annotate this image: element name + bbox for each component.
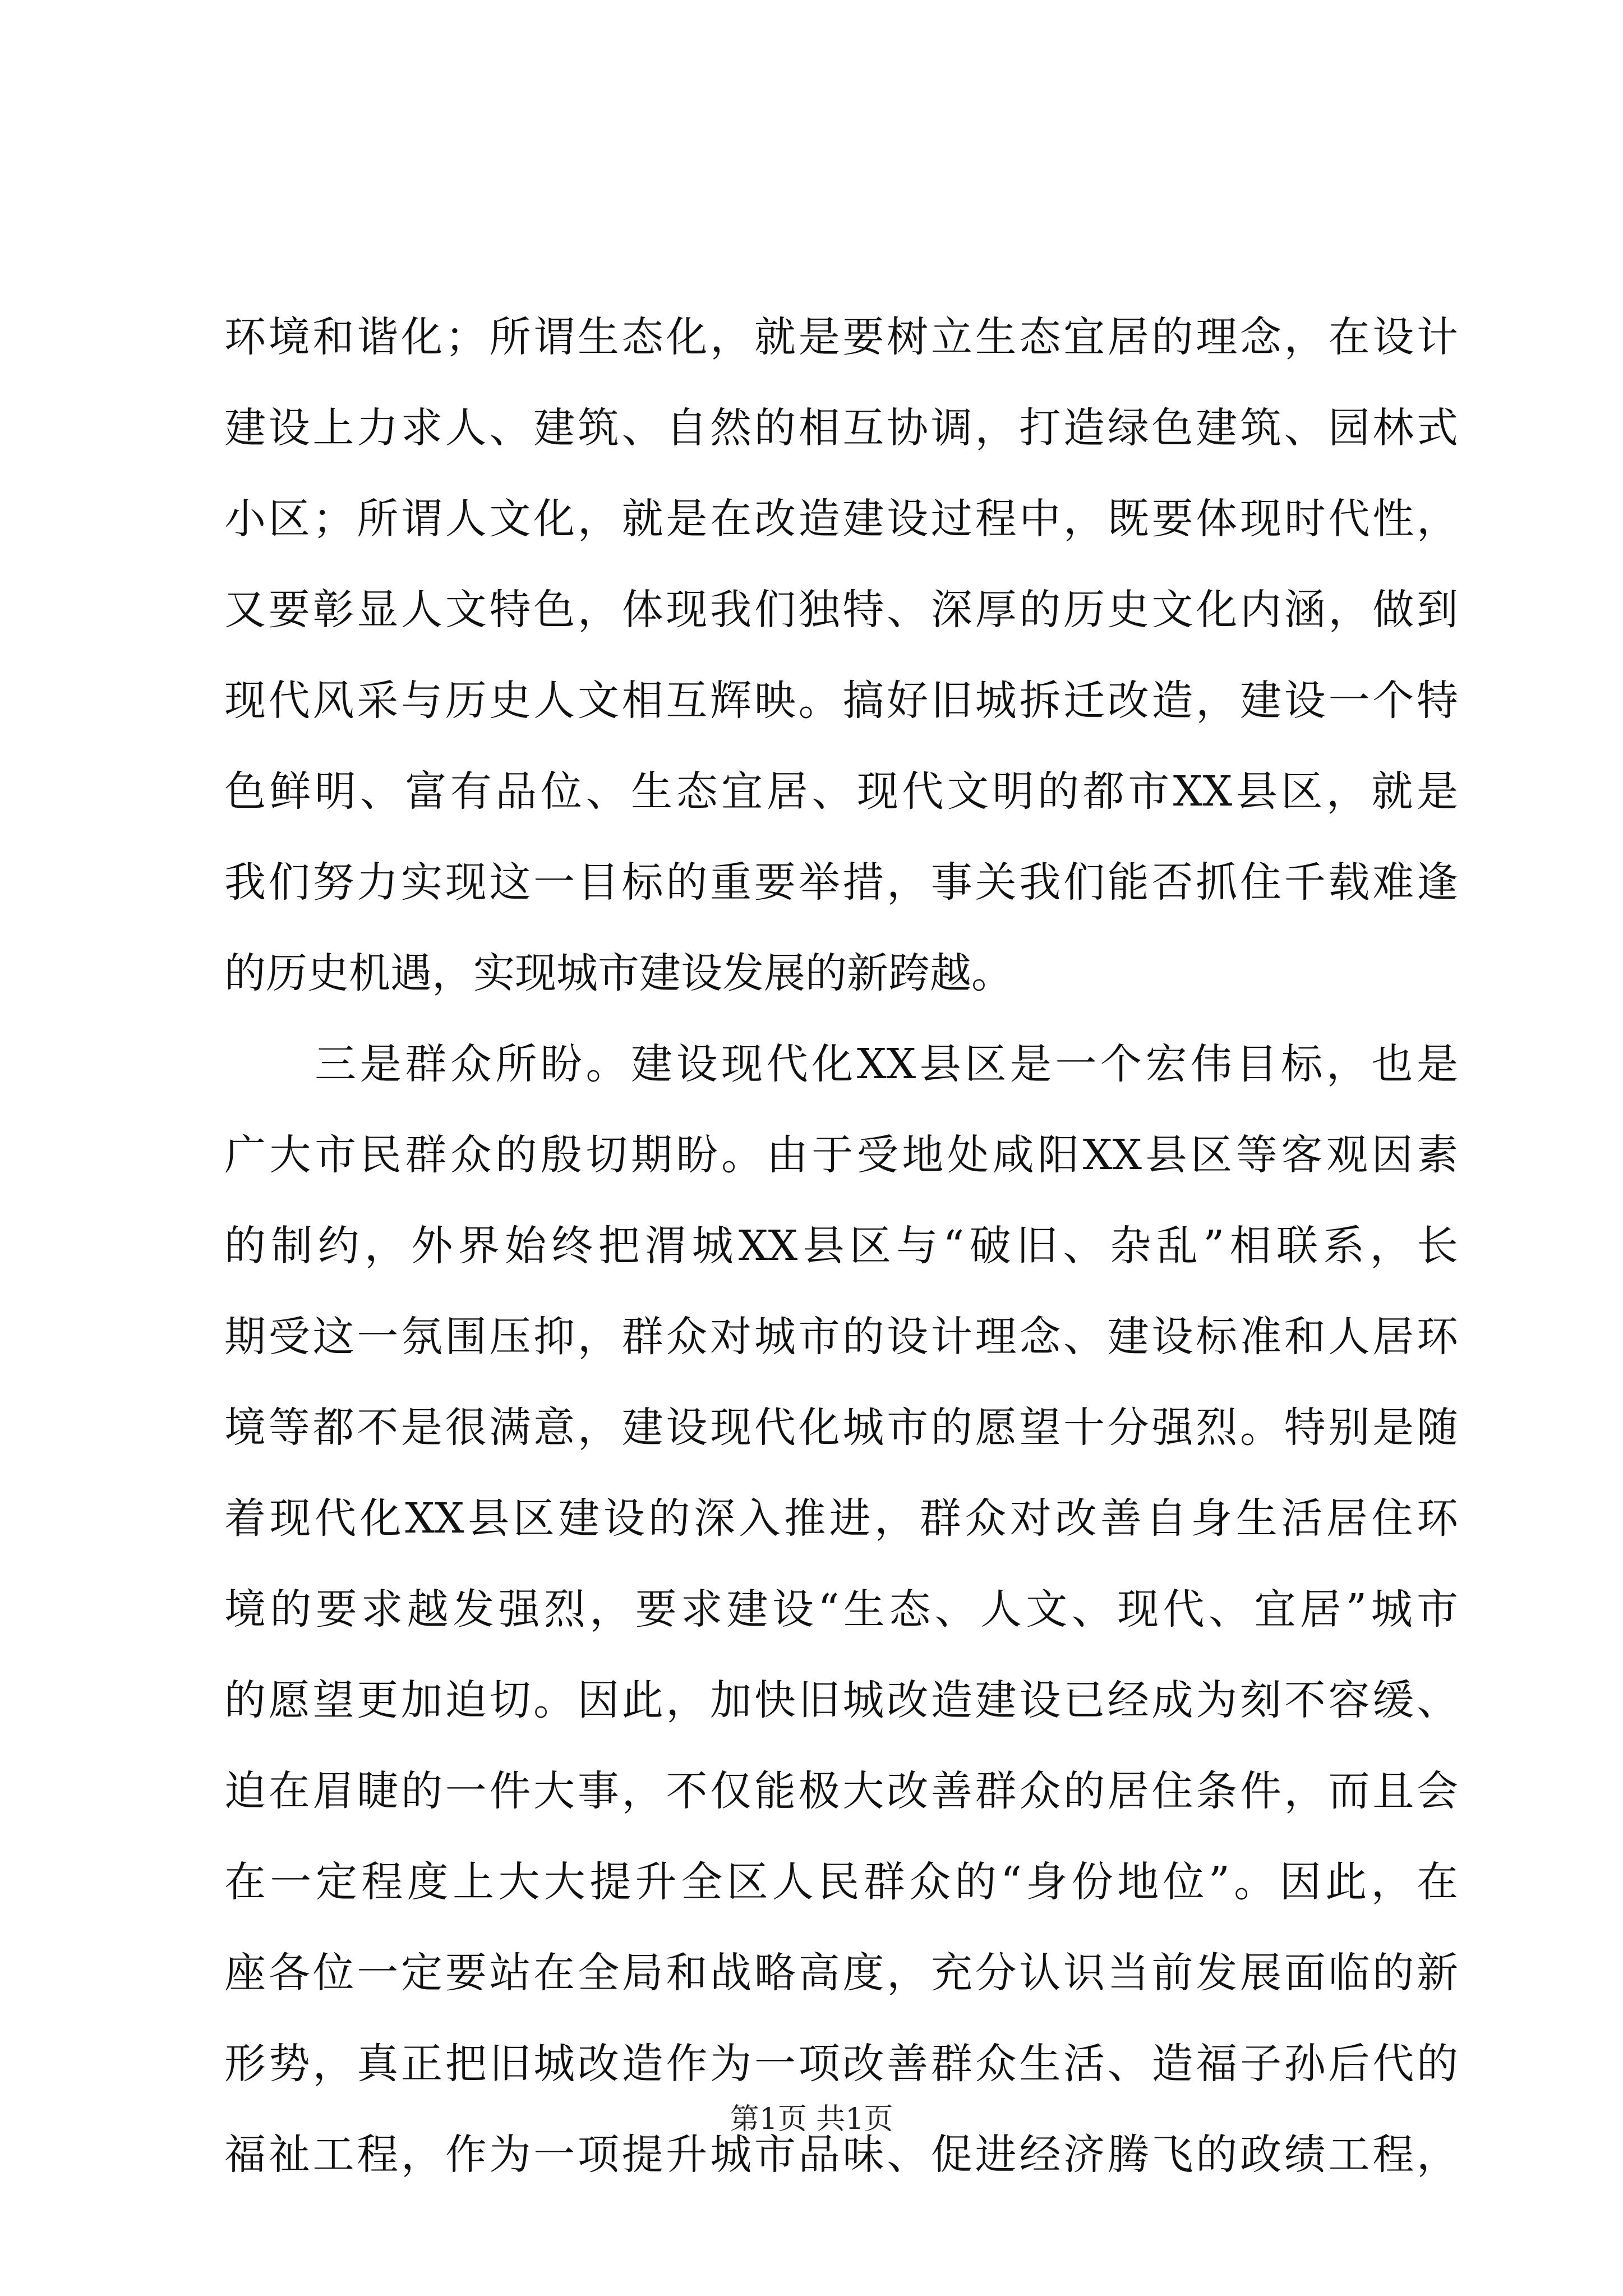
body-line-11: 的制约，外界始终把渭城XX县区与“破旧、杂乱”相联系，长 (224, 1222, 1458, 1270)
body-line-5: 现代风采与历史人文相互辉映。搞好旧城拆迁改造，建设一个特 (224, 677, 1458, 725)
body-line-1: 环境和谐化；所谓生态化，就是要树立生态宜居的理念，在设计 (224, 313, 1458, 361)
body-line-4: 又要彰显人文特色，体现我们独特、深厚的历史文化内涵，做到 (224, 586, 1458, 634)
body-line-2: 建设上力求人、建筑、自然的相互协调，打造绿色建筑、园林式 (224, 404, 1458, 452)
body-line-13: 境等都不是很满意，建设现代化城市的愿望十分强烈。特别是随 (224, 1404, 1458, 1452)
body-line-10: 广大市民群众的殷切期盼。由于受地处咸阳XX县区等客观因素 (224, 1131, 1458, 1179)
body-line-21: 福祉工程，作为一项提升城市品味、促进经济腾飞的政绩工程， (224, 2131, 1458, 2179)
body-line-12: 期受这一氛围压抑，群众对城市的设计理念、建设标准和人居环 (224, 1313, 1458, 1361)
body-line-14: 着现代化XX县区建设的深入推进，群众对改善自身生活居住环 (224, 1494, 1458, 1543)
body-line-20: 形势，真正把旧城改造作为一项改善群众生活、造福子孙后代的 (224, 2040, 1458, 2088)
body-line-6: 色鲜明、富有品位、生态宜居、现代文明的都市XX县区，就是 (224, 767, 1458, 816)
body-line-15: 境的要求越发强烈，要求建设“生态、人文、现代、宜居”城市 (224, 1585, 1458, 1634)
body-line-9: 三是群众所盼。建设现代化XX县区是一个宏伟目标，也是 (224, 1040, 1458, 1088)
body-line-18: 在一定程度上大大提升全区人民群众的“身份地位”。因此，在 (224, 1858, 1458, 1906)
body-line-16: 的愿望更加迫切。因此，加快旧城改造建设已经成为刻不容缓、 (224, 1676, 1458, 1724)
body-line-17: 迫在眉睫的一件大事，不仅能极大改善群众的居住条件，而且会 (224, 1767, 1458, 1815)
body-line-3: 小区；所谓人文化，就是在改造建设过程中，既要体现时代性， (224, 495, 1458, 543)
body-line-7: 我们努力实现这一目标的重要举措，事关我们能否抓住千载难逢 (224, 858, 1458, 907)
body-line-19: 座各位一定要站在全局和战略高度，充分认识当前发展面临的新 (224, 1949, 1458, 1997)
page-number-footer: 第1页 共1页 (730, 2102, 893, 2136)
document-body (224, 292, 1458, 2200)
body-line-8: 的历史机遇，实现城市建设发展的新跨越。 (224, 949, 1013, 997)
